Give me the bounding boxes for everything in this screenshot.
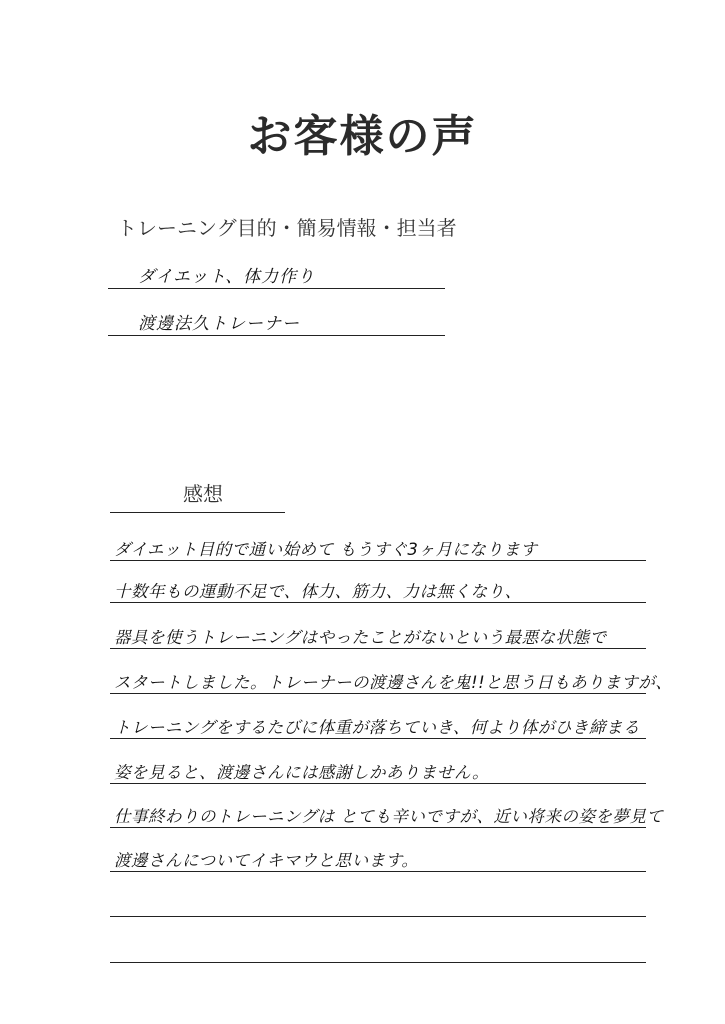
impression-line-text: 器具を使うトレーニングはやったことがないという最悪な状態で	[114, 628, 607, 647]
ruled-line	[110, 648, 646, 649]
impressions-label-underline	[110, 512, 285, 513]
impression-line-text: スタートしました。トレーナーの渡邊さんを鬼!!と思う日もありますが、	[114, 673, 673, 692]
impression-line-text: 仕事終わりのトレーニングは とても辛いですが、近い将来の姿を夢見て	[114, 807, 664, 826]
ruled-line	[110, 916, 646, 917]
ruled-line	[110, 783, 646, 784]
ruled-line	[110, 693, 646, 694]
ruled-line	[110, 602, 646, 603]
impression-line-text: 渡邊さんについてイキマウと思います。	[114, 851, 419, 870]
trainer-field	[108, 309, 445, 336]
impressions-label: 感想	[183, 482, 223, 506]
ruled-line	[110, 871, 646, 872]
purpose-field	[108, 262, 445, 289]
trainer-value: 渡邊法久トレーナー	[138, 314, 300, 334]
impression-line-text: 姿を見ると、渡邊さんには感謝しかありません。	[114, 763, 489, 782]
page-title: お客様の声	[247, 111, 478, 162]
impression-line-text: ダイエット目的で通い始めて もうすぐ3ヶ月になります	[114, 540, 538, 559]
impression-line-text: 十数年もの運動不足で、体力、筋力、力は無くなり、	[114, 582, 522, 601]
ruled-line	[110, 962, 646, 963]
purpose-value: ダイエット、体力作り	[138, 267, 316, 287]
ruled-line	[110, 827, 646, 828]
ruled-line	[110, 560, 646, 561]
ruled-line	[110, 738, 646, 739]
impression-line-text: トレーニングをするたびに体重が落ちていき、何より体がひき締まる	[114, 718, 640, 737]
info-section-label: トレーニング目的・簡易情報・担当者	[117, 216, 457, 240]
